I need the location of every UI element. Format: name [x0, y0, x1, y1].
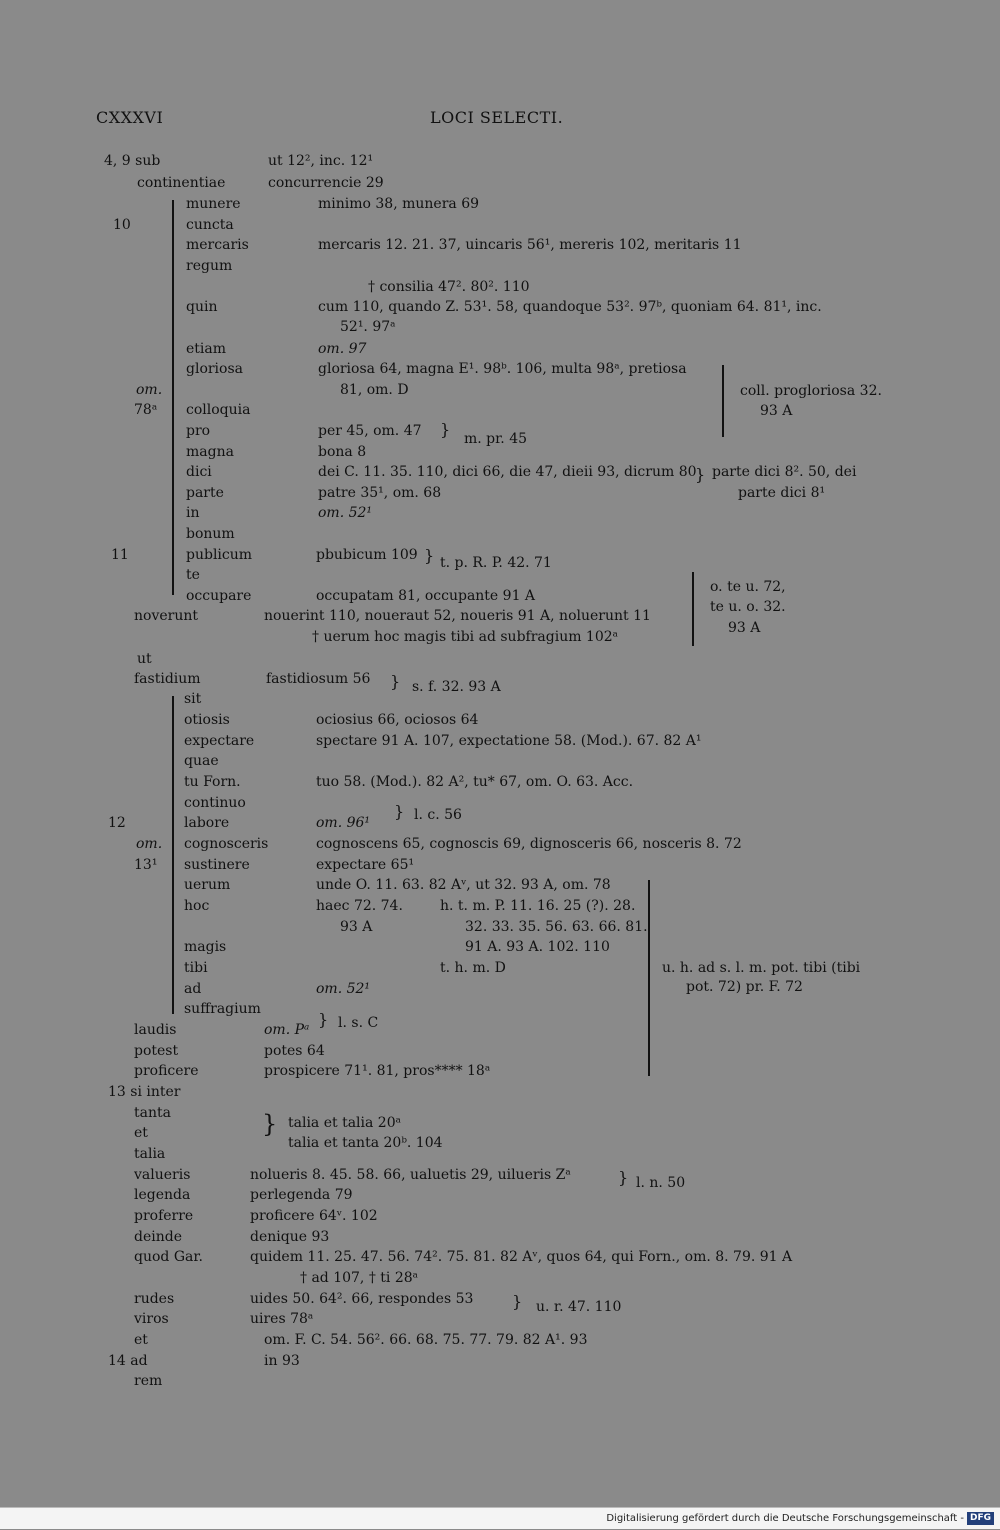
brace-line-12: [172, 696, 174, 1014]
entry-lemma: continentiae: [137, 175, 226, 191]
entry-variants: expectare 65¹: [316, 857, 415, 873]
entry-lemma: noverunt: [134, 608, 198, 624]
entry-variants: nouerint 110, noueraut 52, noueris 91 A, noluerunt 11: [264, 608, 651, 624]
brace-right: }: [318, 1010, 329, 1029]
entry-lemma: bonum: [186, 526, 235, 542]
entry-lemma: talia: [134, 1146, 166, 1162]
entry-variants: in 93: [264, 1353, 300, 1369]
entry-variants: 52¹. 97ᵃ: [340, 319, 396, 335]
entry-lemma: expectare: [184, 733, 255, 749]
entry-note: s. f. 32. 93 A: [412, 679, 501, 695]
entry-lemma: magna: [186, 444, 234, 460]
entry-variants: † uerum hoc magis tibi ad subfragium 102ᵃ: [312, 629, 619, 645]
entry-note: coll. progloriosa 32.: [740, 383, 882, 399]
brace-right: }: [262, 1110, 278, 1138]
entry-lemma: colloquia: [186, 402, 251, 418]
entry-variants: concurrencie 29: [268, 175, 384, 191]
brace-line-occupare: [692, 572, 694, 646]
entry-lemma: proferre: [134, 1208, 194, 1224]
entry-variants: nolueris 8. 45. 58. 66, ualuetis 29, uilueris Zᵃ: [250, 1167, 571, 1183]
entry-lemma: et: [134, 1332, 148, 1348]
brace-right: }: [695, 465, 706, 484]
entry-variants: talia et tanta 20ᵇ. 104: [288, 1135, 443, 1151]
section-marker: om.: [136, 382, 163, 398]
entry-variants: fastidiosum 56: [266, 671, 371, 687]
entry-variants: occupatam 81, occupante 91 A: [316, 588, 536, 604]
entry-lemma: ad: [184, 981, 202, 997]
entry-lemma: mercaris: [186, 237, 249, 253]
entry-lemma: 4, 9 sub: [104, 153, 161, 169]
entry-lemma: continuo: [184, 795, 246, 811]
entry-note: pot. 72) pr. F. 72: [686, 979, 803, 995]
entry-lemma: pro: [186, 423, 211, 439]
entry-note: 91 A. 93 A. 102. 110: [465, 939, 610, 955]
entry-lemma: rem: [134, 1373, 163, 1389]
entry-note: parte dici 8². 50, dei: [712, 464, 857, 480]
entry-note: o. te u. 72,: [710, 579, 786, 595]
entry-lemma: quin: [186, 299, 218, 315]
entry-lemma: cuncta: [186, 217, 234, 233]
entry-lemma: in: [186, 505, 200, 521]
entry-lemma: labore: [184, 815, 230, 831]
brace-right: }: [424, 546, 435, 565]
entry-note: 93 A: [728, 620, 761, 636]
entry-note: u. r. 47. 110: [536, 1299, 622, 1315]
entry-variants: minimo 38, munera 69: [318, 196, 480, 212]
entry-lemma: 14 ad: [108, 1353, 148, 1369]
entry-lemma: etiam: [186, 341, 227, 357]
entry-lemma: occupare: [186, 588, 252, 604]
entry-lemma: rudes: [134, 1291, 175, 1307]
brace-right: }: [390, 672, 401, 691]
footer-credit: Digitalisierung gefördert durch die Deutsche Forschungsgemeinschaft -: [606, 1513, 964, 1524]
entry-lemma: munere: [186, 196, 241, 212]
entry-variants: om. Pᵃ: [264, 1022, 310, 1038]
entry-lemma: potest: [134, 1043, 179, 1059]
entry-lemma: legenda: [134, 1187, 191, 1203]
entry-lemma: magis: [184, 939, 227, 955]
entry-note: l. n. 50: [636, 1175, 686, 1191]
entry-lemma: cognosceris: [184, 836, 269, 852]
entry-note: t. p. R. P. 42. 71: [440, 555, 552, 571]
entry-lemma: tanta: [134, 1105, 171, 1121]
entry-variants: bona 8: [318, 444, 367, 460]
brace-right: }: [440, 420, 451, 439]
entry-variants: ut 12², inc. 12¹: [268, 153, 374, 169]
entry-variants: talia et talia 20ᵃ: [288, 1115, 402, 1131]
entry-variants: om. 52¹: [318, 505, 373, 521]
entry-note: l. c. 56: [414, 807, 462, 823]
entry-variants: dei C. 11. 35. 110, dici 66, die 47, dieii 93, dicrum 80: [318, 464, 697, 480]
entry-variants: tuo 58. (Mod.). 82 A², tu* 67, om. O. 63. Acc.: [316, 774, 634, 790]
entry-lemma: quae: [184, 753, 219, 769]
entry-note: parte dici 8¹: [738, 485, 826, 501]
entry-variants: uires 78ᵃ: [250, 1311, 314, 1327]
entry-lemma: sit: [184, 691, 202, 707]
entry-variants: uides 50. 64². 66, respondes 53: [250, 1291, 474, 1307]
entry-lemma: suffragium: [184, 1001, 261, 1017]
section-marker: 78ᵃ: [134, 402, 158, 418]
entry-note: h. t. m. P. 11. 16. 25 (?). 28.: [440, 898, 636, 914]
entry-lemma: regum: [186, 258, 233, 274]
entry-lemma: hoc: [184, 898, 210, 914]
entry-note: u. h. ad s. l. m. pot. tibi (tibi: [662, 960, 861, 976]
brace-line-gloriosa: [722, 365, 724, 437]
entry-variants: om. 52¹: [316, 981, 371, 997]
entry-variants: haec 72. 74.: [316, 898, 403, 914]
entry-variants: unde O. 11. 63. 82 Aᵛ, ut 32. 93 A, om. 78: [316, 877, 611, 893]
entry-lemma: viros: [134, 1311, 169, 1327]
section-marker: 13¹: [134, 857, 158, 873]
entry-lemma: tibi: [184, 960, 208, 976]
entry-variants: patre 35¹, om. 68: [318, 485, 442, 501]
entry-variants: perlegenda 79: [250, 1187, 353, 1203]
entry-lemma: dici: [186, 464, 212, 480]
entry-lemma: quod Gar.: [134, 1249, 203, 1265]
section-number: 11: [111, 547, 129, 563]
brace-right: }: [618, 1168, 629, 1187]
entry-note: 32. 33. 35. 56. 63. 66. 81.: [465, 919, 648, 935]
entry-note: 93 A: [760, 403, 793, 419]
entry-lemma: laudis: [134, 1022, 177, 1038]
entry-variants: quidem 11. 25. 47. 56. 74². 75. 81. 82 Aᵛ, quos 64, qui Forn., om. 8. 79. 91 A: [250, 1249, 793, 1265]
footer-bar: [0, 1507, 1000, 1529]
section-number: 12: [108, 815, 126, 831]
entry-variants: † consilia 47². 80². 110: [368, 279, 530, 295]
entry-lemma: otiosis: [184, 712, 230, 728]
entry-lemma: proficere: [134, 1063, 199, 1079]
entry-lemma: sustinere: [184, 857, 250, 873]
entry-variants: gloriosa 64, magna E¹. 98ᵇ. 106, multa 98ᵃ, pretiosa: [318, 361, 687, 377]
page-title: LOCI SELECTI.: [430, 108, 564, 127]
entry-variants: † ad 107, † ti 28ᵃ: [300, 1270, 419, 1286]
entry-note: m. pr. 45: [464, 431, 528, 447]
entry-variants: pbubicum 109: [316, 547, 418, 563]
entry-note: te u. o. 32.: [710, 599, 786, 615]
entry-lemma: et: [134, 1125, 148, 1141]
entry-variants: 93 A: [340, 919, 373, 935]
entry-note: t. h. m. D: [440, 960, 506, 976]
entry-lemma: valueris: [134, 1167, 191, 1183]
section-marker: om.: [136, 836, 163, 852]
entry-lemma: parte: [186, 485, 224, 501]
entry-variants: cognoscens 65, cognoscis 69, dignosceris 66, nosceris 8. 72: [316, 836, 742, 852]
section-number: 10: [113, 217, 131, 233]
entry-lemma: publicum: [186, 547, 253, 563]
entry-variants: potes 64: [264, 1043, 325, 1059]
entry-variants: om. 96¹: [316, 815, 371, 831]
entry-lemma: tu Forn.: [184, 774, 241, 790]
entry-lemma: gloriosa: [186, 361, 243, 377]
entry-lemma: ut: [137, 651, 152, 667]
brace-right: }: [512, 1292, 523, 1311]
entry-variants: ociosius 66, ociosos 64: [316, 712, 479, 728]
entry-variants: prospicere 71¹. 81, pros**** 18ᵃ: [264, 1063, 491, 1079]
brace-right: }: [394, 802, 405, 821]
entry-variants: denique 93: [250, 1229, 330, 1245]
entry-variants: proficere 64ᵛ. 102: [250, 1208, 378, 1224]
entry-lemma: deinde: [134, 1229, 182, 1245]
brace-line-10-11: [172, 200, 174, 595]
brace-line-uerum: [648, 880, 650, 1076]
page-number: CXXXVI: [96, 108, 164, 127]
entry-variants: cum 110, quando Z. 53¹. 58, quandoque 53². 97ᵇ, quoniam 64. 81¹, inc.: [318, 299, 822, 315]
entry-lemma: fastidium: [134, 671, 201, 687]
entry-lemma: 13 si inter: [108, 1084, 181, 1100]
entry-variants: om. F. C. 54. 56². 66. 68. 75. 77. 79. 82 A¹. 93: [264, 1332, 588, 1348]
entry-lemma: te: [186, 567, 200, 583]
entry-variants: spectare 91 A. 107, expectatione 58. (Mod.). 67. 82 A¹: [316, 733, 702, 749]
entry-variants: 81, om. D: [340, 382, 409, 398]
dfg-logo-icon: DFG: [967, 1512, 994, 1525]
entry-variants: mercaris 12. 21. 37, uincaris 56¹, mereris 102, meritaris 11: [318, 237, 742, 253]
entry-lemma: uerum: [184, 877, 231, 893]
entry-variants: per 45, om. 47: [318, 423, 422, 439]
entry-variants: om. 97: [318, 341, 367, 357]
entry-note: l. s. C: [338, 1015, 379, 1031]
